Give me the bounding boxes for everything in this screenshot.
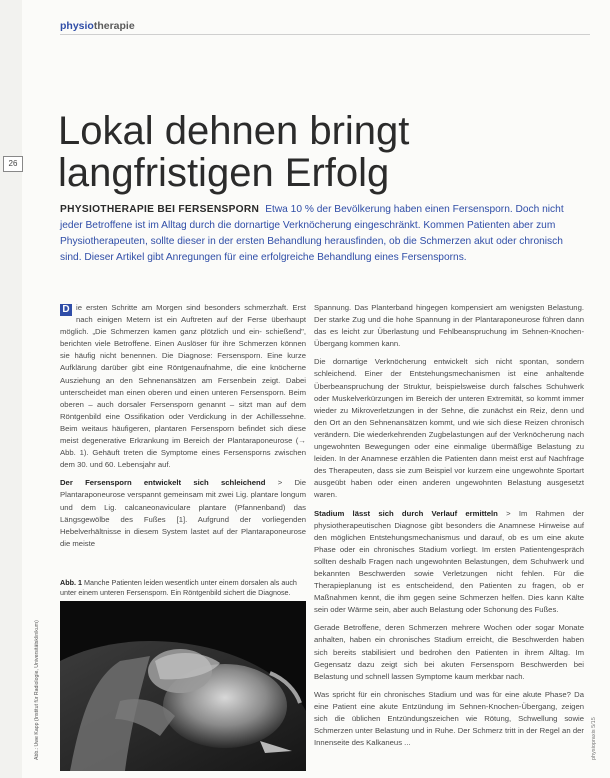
paragraph-text: Die dornartige Verknöcherung entwickelt sich nicht spontan, sondern schleichend. Einer der Entstehungsmechanismen ist eine anhaltende Überbeanspruchung der Struktur, beispielsweise durch falsches Schuhwerk oder Muskelverkürzungen im Bereich der unteren Extremität, so kommt immer wieder zu Mikroverletzungen in der Sehne, die zunächst ein Reiz, denn und den Ort an den Sehnenansätzen kommt, und wie sich diese Reizen chronisch verändern. Die wiederkehrenden Zugbelastungen auf der Verknöcherung nach ungewohnten Bewegungen oder eine einmalige übermäßige Belastung zu leiden. In der Anamnese erzählen die Patienten dann meist erst auf Nachfrage des Therapeuten, dass sie zum Beispiel vor kurzem eine ungewohnte Sportart ausgeübt haben oder einen anderen ungewohnten Belastung ausgesetzt waren.: [314, 357, 584, 500]
page-gutter: [0, 0, 22, 778]
paragraph-text: > Die Plantaraponeurose verspannt gemeinsam mit zwei Lig. plantare longum und dem Lig. calcaneonaviculare plantare (Pfannenband) das Längsgewölbe des Fußes [1]. Aufgrund der vorliegenden Hebelverhältnisse in diesem System lastet auf der Plantaraponeurose die meiste: [60, 478, 306, 548]
paragraph-text: Spannung. Das Planterband hingegen kompensiert am wenigsten Belastung. Der starke Zug und die hohe Spannung in der Plantaraponeurose führen dann das es leicht zur Überlastung und Fehlbeanspruchung im Sehnen-Knochen-Übergang kommen kann.: [314, 303, 584, 349]
section-suffix: therapie: [93, 20, 135, 32]
dropcap: D: [60, 304, 72, 316]
caption-label: Abb. 1: [60, 578, 82, 587]
caption-text: Manche Patienten leiden wesentlich unter einem dorsalen als auch unter einem unteren Fersensporn. Ein Röntgenbild sichert die Diagnose.: [60, 578, 297, 597]
paragraph: [60, 302, 306, 471]
figure-caption: [60, 578, 306, 598]
section-prefix: physio: [60, 20, 94, 32]
lead-paragraph: [60, 202, 582, 266]
subheading: Stadium lässt sich durch Verlauf ermitteln: [314, 508, 498, 518]
header-rule: [60, 34, 590, 35]
xray-foot-illustration: [60, 601, 306, 771]
title-line-1: Lokal dehnen bringt: [58, 109, 410, 153]
title-line-2: langfristigen Erfolg: [58, 151, 390, 195]
left-column: [60, 302, 306, 556]
section-label: [60, 20, 135, 32]
paragraph: [314, 356, 584, 501]
paragraph: [314, 302, 584, 350]
paragraph-text: ie ersten Schritte am Morgen sind besonders schmerzhaft. Erst nach einigen Metern ist ein Auftreten auf der Ferse überhaupt möglich. „Die Schmerzen kamen ganz plötzlich und ein- schießend", berichten viele Betroffene. Einen Auslöser für ihre Schmerzen können sie häufig nicht benennen. Die Diagnose: Fersensporn. Eine kurze Aufklärung darüber gibt eine Röntgenaufnahme, die eine knöcherne Ausziehung an den Sehnenansätzen am Fersenbein zeigt. Dabei unterscheidet man einen oberen und einen unteren Fersensporn. Beim oberen – auch dorsaler Fersensporn genannt – sitzt man auf dem Röntgenbild eine Ossifikation oder Verdickung in der Achillessehne. Beim weitaus häufigeren, plantaren Fersensporn befindet sich diese meist degenerative Erkrankung im Bereich der Plantaraponeurose (→ Abb. 1). Gehäuft treten die Symptome eines Fersensporns zwischen dem 30. und 60. Lebensjahr auf.: [60, 303, 306, 470]
kicker: PHYSIOTHERAPIE BEI FERSENSPORN: [60, 204, 260, 215]
paragraph: [314, 622, 584, 682]
issue-side-mark: physiopraxis 5/15: [591, 717, 597, 760]
subheading: Der Fersensporn entwickelt sich schleichend: [60, 478, 266, 488]
lead-text: Etwa 10 % der Bevölkerung haben einen Fersensporn. Doch nicht jeder Betroffene ist im Alltag durch die dornartige Verknöcherung eingeschränkt. Kommen Patienten aber zum Physiotherapeuten, sollte dieser in der ersten Behandlung herausfinden, ob die Schmerzen akut oder chronisch sind. Dieser Artikel gibt Anregungen für eine erfolgreiche Behandlung eines Fersensporns.: [60, 204, 564, 263]
paragraph: [60, 477, 306, 550]
right-column: [314, 302, 584, 755]
paragraph-text: > Im Rahmen der physiotherapeutischen Diagnose gibt besonders die Anamnese Hinweise auf den möglichen Entstehungsmechanismus und darauf, ob es um eine akute Phase oder ein chronisches Stadium vorliegt. Im ersten Patientengespräch sollten deshalb Fragen nach ungewohnten Belastungen, dem Schuhwerk und bekannten Beschwerden sowie Verletzungen nicht fehlen. Für die Therapieplanung ist es entscheidend, den Patienten zu fragen, ob er Maßnahmen kennt, die ihm gegen seine Schmerzen helfen. Dies kann Kälte sein oder Wärme sein, aber auch Belastung oder Schonung des Fußes.: [314, 508, 584, 615]
page-number: 26: [3, 156, 23, 172]
paragraph-text: Was spricht für ein chronisches Stadium und was für eine akute Phase? Da eine Patient eine akute Entzündung im Sehnen-Knochen-Übergang, zeigen sich die üblichen Entzündungszeichen wie Rötung, Schwellung sowie Schmerzen unter Belastung und in Ruhe. Der Schmerz tritt in der Regel an der Innenseite des Kalkaneus ...: [314, 689, 584, 748]
xray-image: [60, 601, 306, 771]
article-title: [58, 110, 578, 194]
photo-credit: Abb.: Uwe Kapp (Institut für Radiologie, Universitätsklinikum): [34, 620, 40, 760]
paragraph: [314, 689, 584, 749]
paragraph: [314, 508, 584, 617]
paragraph-text: Gerade Betroffene, deren Schmerzen mehrere Wochen oder sogar Monate anhalten, haben ein chronisches Stadium erreicht, die Beschwerden haben sich bereits stabilisiert und bedrohen den Patienten in ihrem Alltag. Im Gegensatz dazu zeigt sich bei akuten Fersensporn Beschwerden bei Belastung und schnell lassen Symptome kaum merkbar nach.: [314, 623, 584, 681]
